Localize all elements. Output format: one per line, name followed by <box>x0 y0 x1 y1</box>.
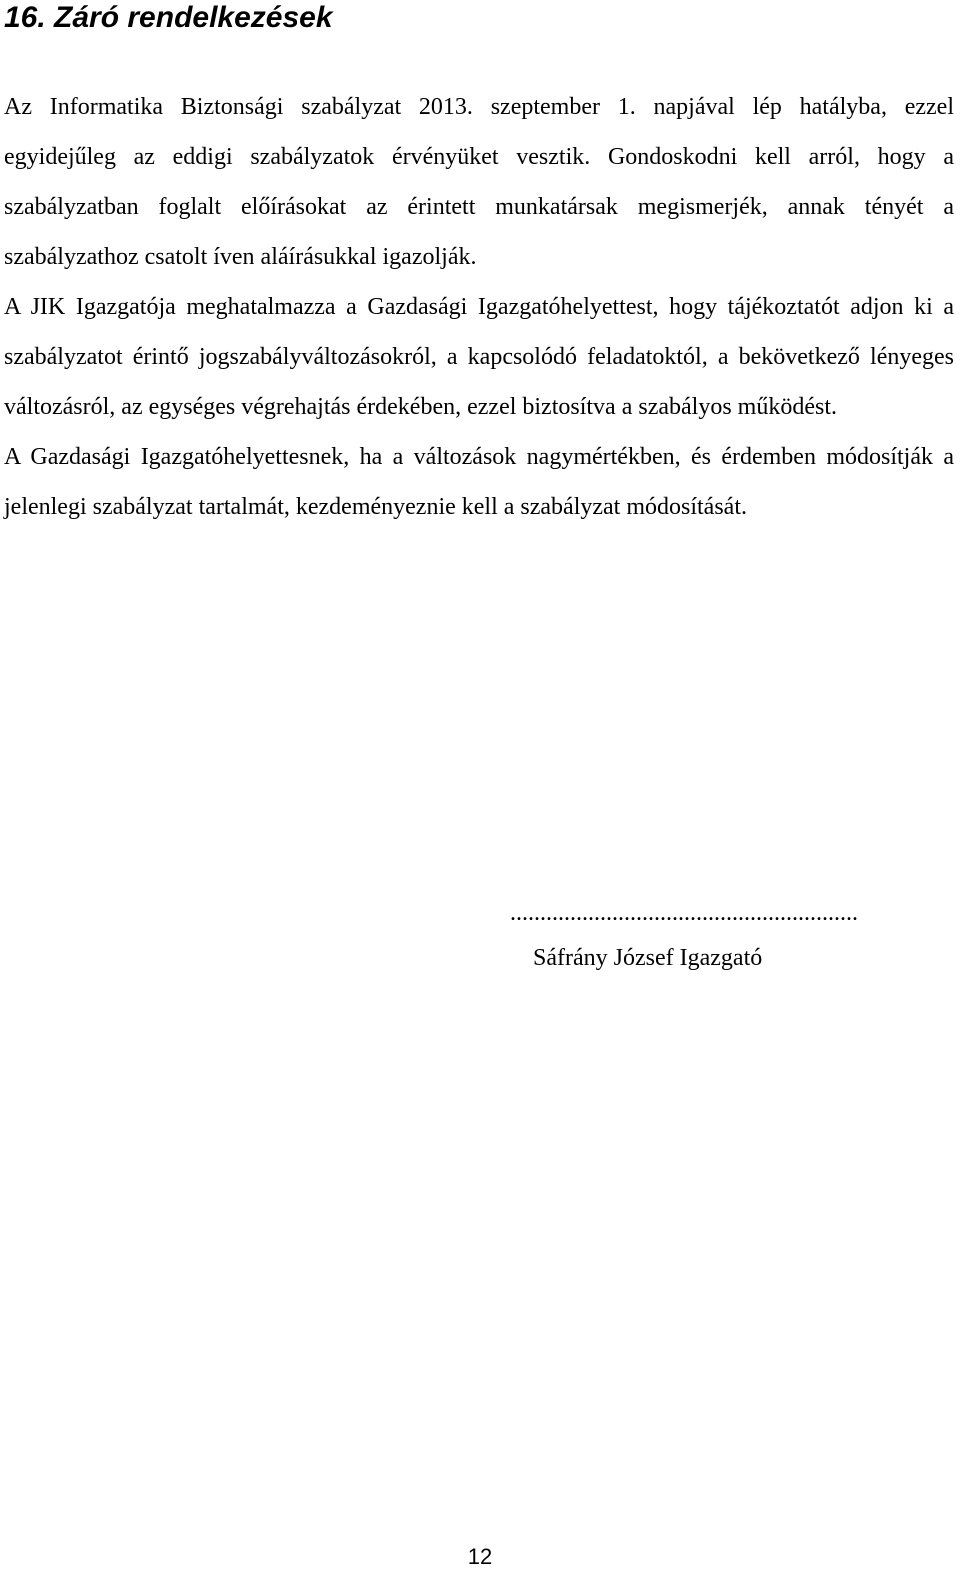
document-body <box>4 82 954 532</box>
paragraph-amendment: A Gazdasági Igazgatóhelyettesnek, ha a változások nagymértékben, és érdemben módosítják a jelenlegi szabályzat tartalmát, kezdeményeznie kell a szabályzat módosítását. <box>4 444 954 520</box>
section-title: 16. Záró rendelkezések <box>4 1 333 34</box>
signature-line: .......................................................... <box>510 900 858 926</box>
signatory-name: Sáfrány József Igazgató <box>533 945 763 971</box>
paragraph-authorization: A JIK Igazgatója meghatalmazza a Gazdasági Igazgatóhelyettest, hogy tájékoztatót adjon ki a szabályzatot érintő jogszabályváltozásokról, a kapcsolódó feladatoktól, a bekövetkező lényeges változásról, az egységes végrehajtás érdekében, ezzel biztosítva a szabályos működést. <box>4 294 954 420</box>
paragraph-effective-date: Az Informatika Biztonsági szabályzat 2013. szeptember 1. napjával lép hatályba, ezzel egyidejűleg az eddigi szabályzatok érvényüket vesztik. Gondoskodni kell arról, hogy a szabályzatban foglalt előírásokat az érintett munkatársak megismerjék, annak tényét a szabályzathoz csatolt íven aláírásukkal igazolják. <box>4 94 954 270</box>
page-number: 12 <box>467 1544 493 1569</box>
